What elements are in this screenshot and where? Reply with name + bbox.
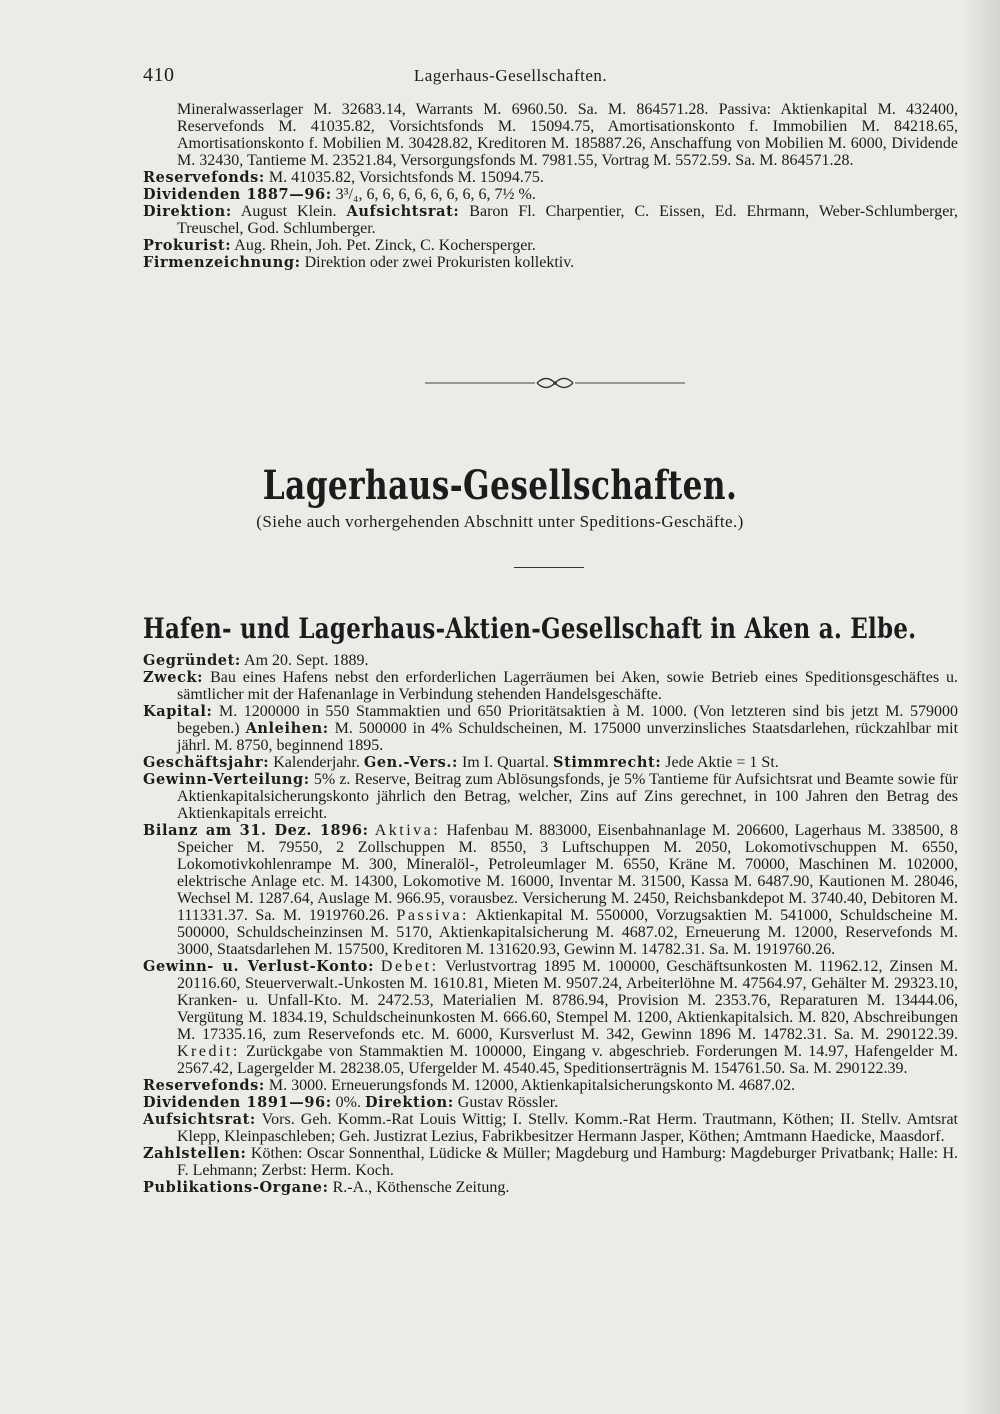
dividenden-label: Dividenden 1891—96: xyxy=(143,1094,332,1111)
section-divider-ornament xyxy=(425,376,685,390)
publikations-organe xyxy=(143,1179,958,1196)
guv-label: Gewinn- u. Verlust-Konto: xyxy=(143,958,375,975)
title-rule xyxy=(514,567,584,568)
guv-debet: Verlustvortrag 1895 M. 100000, Geschäftsunkosten M. 11962.12, Zinsen M. 20116.60, Steuerverwalt.-Unkosten M. 1610.81, Mieten M. 9507.24, Arbeiterlöhne M. 47564.97, Gehälter M. 29323.10, Kranken- u. Unfall-Kto. M. 2472.53, Materialien M. 8786.94, Provision M. 2353.76, Reparaturen M. 13444.06, Vergütung M. 1834.19, Schuldscheinunkosten M. 666.60, Stempel M. 1200, Aktienkapitalsich. M. 820, Abschreibungen M. 17335.16, zum Reservefonds etc. M. 6000, Kursverlust M. 342, Gewinn 1896 M. 14782.31. Sa. M. 290122.39. xyxy=(177,958,959,1043)
reservefonds-label: Reservefonds: xyxy=(143,1077,265,1094)
prev-reservefonds-label: Reservefonds: xyxy=(143,169,265,186)
gegruendet xyxy=(143,652,958,669)
anleihen-label: Anleihen: xyxy=(245,720,329,737)
bilanz-continuation: Mineralwasserlager M. 32683.14, Warrants M. 6960.50. Sa. M. 864571.28. Passiva: Aktienkapital M. 432400, Reservefonds M. 41035.82, Vorsichtsfonds M. 15094.75, Amortisationskonto f. Immobilien M. 84218.65, Amortisationskonto f. Mobilien M. 30428.82, Kreditoren M. 185887.26, Anschaffung von Mobilien M. 6000, Dividende M. 32430, Tantieme M. 23521.84, Versorgungsfonds M. 7981.55, Vortrag M. 5572.59. Sa. M. 864571.28. xyxy=(177,101,958,169)
bilanz-passiva: Aktienkapital M. 550000, Vorzugsaktien M. 541000, Schuldscheine M. 500000, Schuldscheinzinsen M. 5170, Aktienkapitalsicherung M. 4687.02, Erneuerung M. 12000, Reservefonds M. 3000, Staatsdarlehen M. 157500, Kreditoren M. 131620.93, Gewinn M. 14782.31. Sa. M. 1919760.26. xyxy=(177,907,959,958)
geschaeftsjahr-text: Kalenderjahr. xyxy=(273,754,360,771)
gegruendet-text: Am 20. Sept. 1889. xyxy=(244,652,369,669)
prev-firmenzeichnung-text: Direktion oder zwei Prokuristen kollektiv. xyxy=(304,254,575,271)
zweck xyxy=(143,669,958,703)
stimmrecht-label: Stimmrecht: xyxy=(553,754,662,771)
gewinn-verlust-konto xyxy=(143,958,958,1077)
section-title: Lagerhaus-Gesellschaften. xyxy=(262,462,738,509)
prev-dividenden xyxy=(143,186,958,203)
running-title: Lagerhaus-Gesellschaften. xyxy=(413,66,608,85)
bilanz-passiva-word: Passiva: xyxy=(396,907,469,924)
zahlstellen-label: Zahlstellen: xyxy=(143,1145,247,1162)
aufsichtsrat-label: Aufsichtsrat: xyxy=(143,1111,256,1128)
bilanz-aktiva-word: Aktiva: xyxy=(374,822,441,839)
publikation-text: R.-A., Köthensche Zeitung. xyxy=(332,1179,510,1196)
bilanz xyxy=(143,822,958,958)
dividenden-text: 0%. xyxy=(335,1094,361,1111)
geschaeftsjahr-label: Geschäftsjahr: xyxy=(143,754,270,771)
page-number: 410 xyxy=(143,64,175,86)
prev-prokurist-label: Prokurist: xyxy=(143,237,232,254)
direktion-label: Direktion: xyxy=(365,1094,454,1111)
prev-firmenzeichnung xyxy=(143,254,958,271)
aufsichtsrat xyxy=(143,1111,958,1145)
prev-aufsichtsrat-label: Aufsichtsrat: xyxy=(346,203,460,220)
prev-reservefonds xyxy=(143,169,958,186)
section-note: (Siehe auch vorhergehenden Abschnitt unter Speditions-Geschäfte.) xyxy=(256,512,744,531)
gewinn-verteilung xyxy=(143,771,958,822)
stimmrecht-text: Jede Aktie = 1 St. xyxy=(665,754,779,771)
zweck-text: Bau eines Hafens nebst den erforderlichen Lagerräumen bei Aken, sowie Betrieb eines Speditionsgeschäftes u. sämtlicher mit der Hafenanlage in Verbindung stehenden Handelsgeschäfte. xyxy=(177,669,958,703)
page-header xyxy=(143,64,878,92)
zahlstellen-text: Köthen: Oscar Sonnenthal, Lüdicke & Müller; Magdeburg und Hamburg: Magdeburger Privatbank; Halle: H. F. Lehmann; Zerbst: Herm. Koch. xyxy=(177,1145,959,1179)
publikation-label: Publikations-Organe: xyxy=(143,1179,329,1196)
reservefonds-text: M. 3000. Erneuerungsfonds M. 12000, Aktienkapitalsicherungskonto M. 4687.02. xyxy=(268,1077,796,1094)
zahlstellen xyxy=(143,1145,958,1179)
guv-debet-word: Debet: xyxy=(380,958,439,975)
prev-aufsichtsrat-text: Baron Fl. Charpentier, C. Eissen, Ed. Ehrmann, Weber-Schlumberger, Treuschel, God. Schlumberger. xyxy=(177,203,958,237)
page-edge-shadow xyxy=(962,0,1000,1414)
aufsichtsrat-text: Vors. Geh. Komm.-Rat Louis Wittig; I. Stellv. Komm.-Rat Herm. Trautmann, Köthen; II. Stellv. Amtsrat Klepp, Kleinpaschleben; Geh. Justizrat Lezius, Fabrikbesitzer Hermann Jasper, Köthen; Amtmann Haedicke, Maasdorf. xyxy=(177,1111,958,1145)
guv-kredit: Zurückgabe von Stammaktien M. 100000, Eingang v. abgeschrieb. Forderungen M. 14.97, Hafengelder M. 2567.42, Lagergelder M. 28238.05, Ufergelder M. 4540.45, Speditionserträgnis M. 154761.50. Sa. M. 290122.39. xyxy=(177,1043,959,1077)
previous-company-continuation xyxy=(143,101,958,271)
zweck-label: Zweck: xyxy=(143,669,204,686)
dividenden xyxy=(143,1094,958,1111)
reservefonds xyxy=(143,1077,958,1094)
prev-direktion-text: August Klein. xyxy=(240,203,337,220)
kapital-label: Kapital: xyxy=(143,703,213,720)
prev-prokurist-text: Aug. Rhein, Joh. Pet. Zinck, C. Kochersperger. xyxy=(234,237,536,254)
prev-direktion-label: Direktion: xyxy=(143,203,232,220)
prev-reservefonds-text: M. 41035.82, Vorsichtsfonds M. 15094.75. xyxy=(268,169,544,186)
direktion-text: Gustav Rössler. xyxy=(457,1094,559,1111)
prev-dividenden-label: Dividenden 1887—96: xyxy=(143,186,332,203)
geschaeftsjahr xyxy=(143,754,958,771)
kapital-text: M. 1200000 in 550 Stammaktien und 650 Prioritätsaktien à M. 1000. (Von letzteren sind bis jetzt M. 579000 begeben.) xyxy=(177,703,958,737)
genvers-label: Gen.-Vers.: xyxy=(363,754,458,771)
prev-dividenden-text: 3³/₄, 6, 6, 6, 6, 6, 6, 6, 6, 7½ %. xyxy=(335,186,536,203)
prev-firmenzeichnung-label: Firmenzeichnung: xyxy=(143,254,301,271)
bilanz-aktiva: Hafenbau M. 883000, Eisenbahnanlage M. 206600, Lagerhaus M. 338500, 8 Speicher M. 79550, 2 Zollschuppen M. 8550, 3 Luftschuppen M. 2050, Lokomotivschuppen M. 6550, Lokomotivkohlenrampe M. 300, Mineralöl-, Petroleumlager M. 6550, Kräne M. 70000, Maschinen M. 102000, elektrische Anlage etc. M. 14300, Lokomotive M. 16000, Inventar M. 31500, Kassa M. 6487.90, Kautionen M. 28046, Wechsel M. 1287.64, Auslage M. 966.95, vorausbez. Versicherung M. 2450, Reichsbankdepot M. 3740.40, Debitoren M. 111331.37. Sa. M. 1919760.26. xyxy=(177,822,958,924)
genvers-text: Im I. Quartal. xyxy=(461,754,550,771)
prev-prokurist xyxy=(143,237,958,254)
gewinn-verteilung-text: 5% z. Reserve, Beitrag zum Ablösungsfonds, je 5% Tantieme für Aufsichtsrat und Beamte sowie für Aktienkapitalsicherungskonto jährlich den Betrag, welcher, Zins auf Zins gerechnet, in 100 Jahren den Betrag des Aktienkapitals erreicht. xyxy=(177,771,959,822)
company-name: Hafen- und Lagerhaus-Aktien-Gesellschaft in Aken a. Elbe. xyxy=(143,612,917,645)
gewinn-verteilung-label: Gewinn-Verteilung: xyxy=(143,771,310,788)
anleihen-text: M. 500000 in 4% Schuldscheinen, M. 175000 unverzinsliches Staatsdarlehen, rückzahlbar mit jährl. M. 8750, beginnend 1895. xyxy=(177,720,959,754)
guv-kredit-word: Kredit: xyxy=(177,1043,240,1060)
bilanz-label: Bilanz am 31. Dez. 1896: xyxy=(143,822,369,839)
prev-direktion xyxy=(143,203,958,237)
kapital xyxy=(143,703,958,754)
gegruendet-label: Gegründet: xyxy=(143,652,241,669)
company-entry xyxy=(143,652,958,1196)
